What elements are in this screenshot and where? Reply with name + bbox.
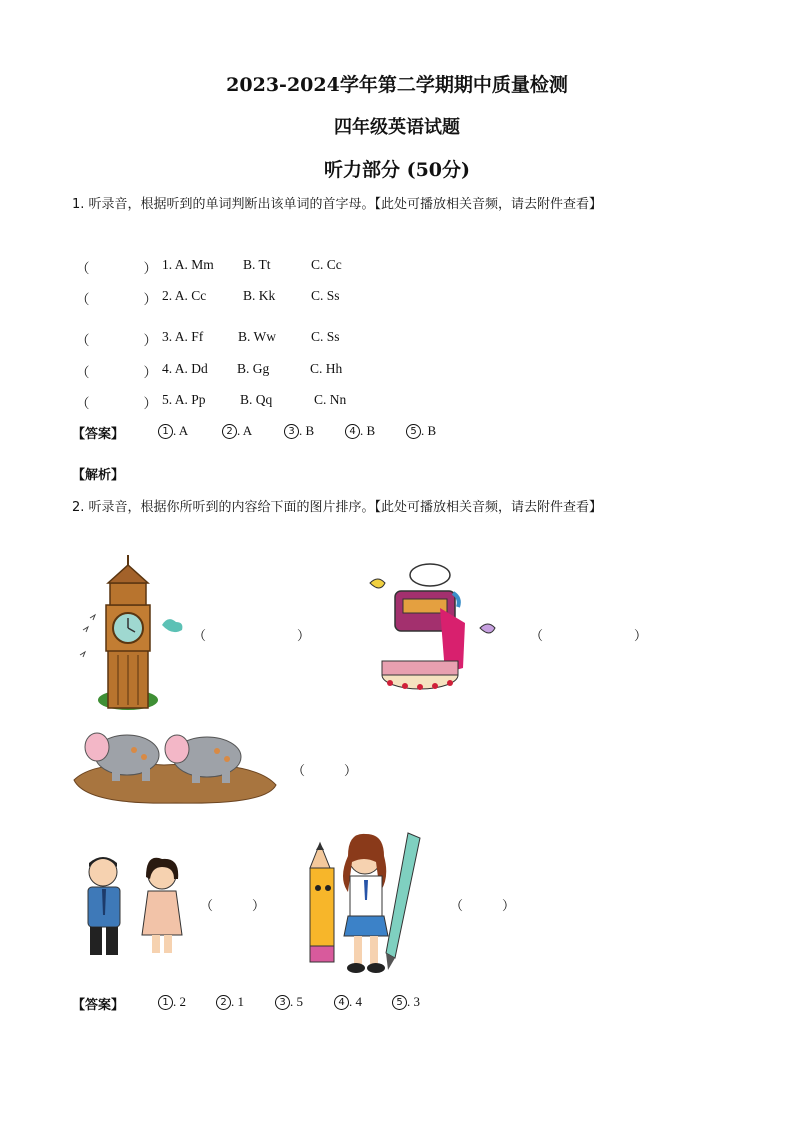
answer-item-5: 5 . B bbox=[406, 423, 436, 439]
answer-item-4: 4 . 4 bbox=[334, 994, 362, 1010]
answer-blank[interactable]: （ ） bbox=[76, 292, 157, 307]
option-a: 5. A. Pp bbox=[162, 392, 206, 407]
picture-blank-1[interactable]: （ ） bbox=[193, 628, 311, 643]
option-c: C. Nn bbox=[314, 392, 347, 407]
option-b: B. Ww bbox=[238, 329, 277, 344]
section-title: 听力部分 (50分) bbox=[323, 159, 471, 181]
option-b: B. Kk bbox=[243, 288, 276, 303]
option-c: C. Ss bbox=[311, 288, 340, 303]
option-b: B. Gg bbox=[237, 361, 270, 376]
option-c: C. Ss bbox=[311, 329, 340, 344]
option-a: 3. A. Ff bbox=[162, 329, 204, 344]
option-c: C. Hh bbox=[310, 361, 343, 376]
q1-item-1 bbox=[0, 257, 794, 276]
answer-blank[interactable]: （ ） bbox=[76, 333, 157, 348]
elephants-illustration bbox=[72, 725, 280, 805]
answer-item-5: 5 . 3 bbox=[392, 994, 420, 1010]
option-a: 4. A. Dd bbox=[162, 361, 208, 376]
option-a: 2. A. Cc bbox=[162, 288, 207, 303]
option-b: B. Qq bbox=[240, 392, 273, 407]
question-2-prompt: 2. 听录音，根据你所听到的内容给下面的图片排序。【此处可播放相关音频，请去附件查看】 bbox=[72, 500, 603, 515]
answer-item-3: 3 . 5 bbox=[275, 994, 303, 1010]
picture-blank-4[interactable]: （ ） bbox=[200, 898, 266, 913]
answer-label: 【答案】 bbox=[72, 998, 125, 1013]
picture-blank-2[interactable]: （ ） bbox=[530, 628, 648, 643]
answer-blank[interactable]: （ ） bbox=[76, 396, 157, 411]
answer-item-1: 1 . 2 bbox=[158, 994, 186, 1010]
answer-blank[interactable]: （ ） bbox=[76, 365, 157, 380]
q1-answer-row bbox=[0, 423, 794, 441]
q1-item-2 bbox=[0, 288, 794, 307]
page-title: 2023-2024学年第二学期期中质量检测 bbox=[226, 74, 568, 96]
clock-tower-illustration bbox=[78, 555, 183, 712]
q2-answer-row bbox=[0, 994, 794, 1012]
answer-item-3: 3 . B bbox=[284, 423, 314, 439]
option-c: C. Cc bbox=[311, 257, 342, 272]
q1-item-5 bbox=[0, 392, 794, 411]
picture-blank-5[interactable]: （ ） bbox=[450, 898, 516, 913]
teachers-illustration bbox=[80, 855, 190, 960]
answer-item-4: 4 . B bbox=[345, 423, 375, 439]
girl-with-pencil-illustration bbox=[290, 828, 430, 978]
answer-item-2: 2 . A bbox=[222, 423, 252, 439]
answer-item-2: 2 . 1 bbox=[216, 994, 244, 1010]
option-a: 1. A. Mm bbox=[162, 257, 214, 272]
analysis-label: 【解析】 bbox=[72, 468, 125, 483]
picture-blank-3[interactable]: （ ） bbox=[292, 763, 358, 778]
answer-item-1: 1 . A bbox=[158, 423, 188, 439]
page-subtitle: 四年级英语试题 bbox=[334, 117, 460, 138]
question-1-prompt: 1. 听录音，根据听到的单词判断出该单词的首字母。【此处可播放相关音频，请去附件查看】 bbox=[72, 197, 603, 212]
option-b: B. Tt bbox=[243, 257, 271, 272]
robot-baker-illustration bbox=[355, 563, 517, 695]
answer-label: 【答案】 bbox=[72, 427, 125, 442]
answer-blank[interactable]: （ ） bbox=[76, 261, 157, 276]
q1-item-4 bbox=[0, 361, 794, 380]
q1-item-3 bbox=[0, 329, 794, 348]
